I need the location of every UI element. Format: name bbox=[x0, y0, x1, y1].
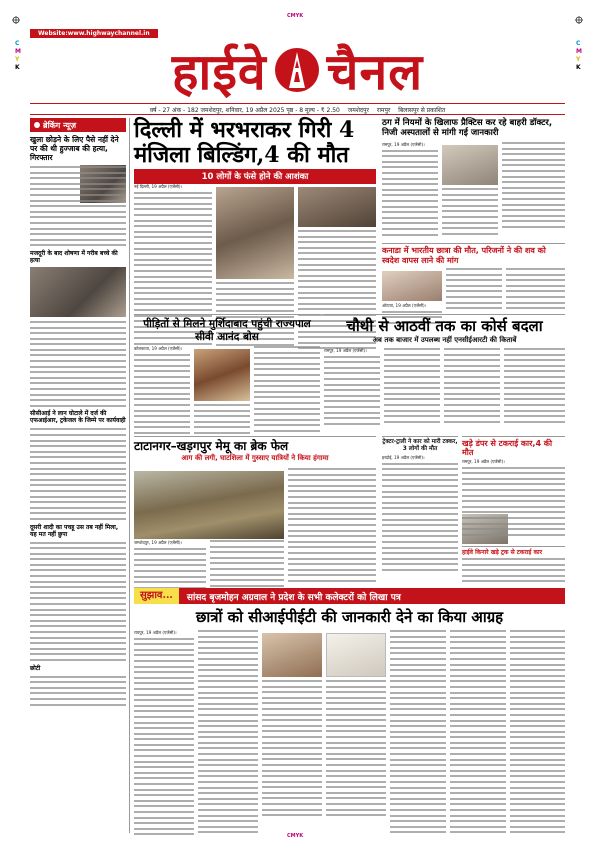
article-body bbox=[506, 268, 565, 309]
city-3: बिलासपुर से प्रकाशित bbox=[398, 107, 446, 114]
article-body bbox=[30, 166, 126, 246]
train-photo bbox=[134, 471, 284, 539]
issue-line bbox=[30, 103, 565, 115]
ad-banner bbox=[134, 588, 565, 604]
article-body bbox=[444, 348, 500, 423]
ncert-subhead: अब तक बाजार में उपलब्ध नहीं एनसीईआरटी की किताबें bbox=[372, 336, 517, 344]
memu-photo-col bbox=[134, 468, 284, 539]
murshidabad-story bbox=[134, 314, 320, 344]
article-body bbox=[502, 142, 565, 228]
lead-dateline: नई दिल्ली, 19 अप्रैल (एजेंसी)। bbox=[134, 184, 183, 189]
issue-details: वर्ष - 27 अंक - 182 जमशेदपुर, शनिवार, 19 अप्रैल 2025 पृष्ठ - 8 मूल्य - ₹ 2.50 bbox=[149, 107, 340, 114]
doctor-story bbox=[382, 118, 565, 138]
article-body bbox=[30, 542, 126, 661]
tractor-story bbox=[382, 436, 458, 574]
dumper-headline: खड़े डंपर से टकराई कार,4 की मौत bbox=[462, 439, 553, 457]
registration-mark-icon bbox=[12, 16, 20, 24]
murshidabad-body-col3 bbox=[254, 346, 320, 436]
article-body bbox=[462, 467, 565, 508]
registration-mark-icon bbox=[575, 16, 583, 24]
article-body bbox=[198, 630, 258, 833]
rescue-photo bbox=[298, 187, 376, 227]
title-left: हाईवे bbox=[171, 42, 267, 101]
building-collapse-photo bbox=[216, 187, 294, 279]
bottom-body-col5 bbox=[390, 630, 446, 837]
ncert-dateline: रामपुर, 19 अप्रैल (एजेंसी)। bbox=[324, 348, 367, 353]
side-letter-m: M bbox=[576, 48, 582, 55]
article-body bbox=[390, 630, 446, 833]
doctor-body-col3 bbox=[502, 142, 565, 232]
main-area bbox=[134, 118, 565, 833]
memu-body-col1 bbox=[134, 540, 206, 592]
bottom-body-col7 bbox=[510, 630, 565, 837]
article-body bbox=[134, 638, 194, 836]
article-body bbox=[446, 268, 502, 309]
bottom-story bbox=[134, 608, 565, 626]
ncert-body-col3 bbox=[444, 348, 500, 426]
article-body bbox=[134, 548, 206, 589]
doctor-headline: ठग में नियमों के खिलाफ प्रैक्टिस कर रहे बाहरी डॉक्टर, निजी अस्पतालों से मांगी गई जानकारी bbox=[382, 118, 553, 138]
side-letter-k: K bbox=[576, 64, 581, 71]
ncert-body-col1 bbox=[324, 348, 380, 428]
cmyk-mark-bottom: CMYK bbox=[287, 833, 304, 839]
city-1: जमशेदपुर bbox=[347, 107, 369, 114]
mp-photo bbox=[262, 633, 322, 677]
caption-story bbox=[462, 546, 565, 586]
bottom-letter-col bbox=[326, 630, 386, 820]
left-story-4-headline: दूसरी शादी का पचहू उस तब नहीं मिला, यह मत नहीं छुपा bbox=[30, 523, 119, 538]
side-letter-y: Y bbox=[576, 56, 581, 63]
dumper-dateline: रामपुर, 19 अप्रैल (एजेंसी)। bbox=[462, 459, 505, 464]
doctor-body-col2 bbox=[442, 142, 498, 238]
ncert-story bbox=[324, 314, 565, 345]
canada-headline: कनाडा में भारतीय छात्रा की मौत, परिजनों ने की शव को स्वदेश वापस लाने की मांग bbox=[382, 246, 546, 265]
breaking-news-label bbox=[30, 118, 126, 132]
article-body bbox=[194, 404, 250, 434]
bottom-body-col6 bbox=[450, 630, 506, 837]
article-body bbox=[30, 321, 126, 407]
memu-body-col3 bbox=[288, 468, 376, 585]
left-story-2-headline: मजदूरी के बाद शोषणा में गरीब बच्चे की हत्या bbox=[30, 249, 118, 264]
side-letter-y: Y bbox=[15, 56, 20, 63]
website-link[interactable]: Website:www.highwaychannel.in bbox=[30, 29, 158, 38]
breaking-news-text: ब्रेकिंग न्यूज़ bbox=[43, 120, 77, 130]
article-body bbox=[324, 356, 380, 425]
dumper-story bbox=[462, 436, 565, 544]
article-body bbox=[326, 680, 386, 816]
doctor-photo bbox=[442, 145, 498, 185]
tractor-dateline: हरदोई, 19 अप्रैल (एजेंसी)। bbox=[382, 455, 425, 460]
ad-tag: सुझाव... bbox=[134, 588, 179, 604]
ncert-body-col4 bbox=[504, 348, 565, 426]
bottom-photo-col bbox=[262, 630, 322, 820]
article-body bbox=[382, 150, 438, 236]
masthead bbox=[30, 40, 565, 100]
doctor-dateline: रामपुर, 19 अप्रैल (एजेंसी)। bbox=[382, 142, 425, 147]
article-body bbox=[462, 558, 565, 582]
murshidabad-photo-col bbox=[194, 346, 250, 438]
bullet-icon bbox=[34, 122, 40, 128]
title-right: चैनल bbox=[326, 42, 424, 101]
article-body bbox=[288, 468, 376, 582]
article-body bbox=[510, 630, 565, 833]
canada-body-col3 bbox=[506, 268, 565, 313]
article-body bbox=[450, 630, 506, 833]
governor-photo bbox=[194, 349, 250, 401]
memu-dateline: जमशेदपुर, 19 अप्रैल (एजेंसी)। bbox=[134, 540, 183, 545]
murshidabad-dateline: कोलकाता, 19 अप्रैल (एजेंसी)। bbox=[134, 346, 183, 351]
lead-story bbox=[134, 118, 376, 184]
article-body bbox=[30, 428, 126, 520]
article-body bbox=[210, 540, 284, 587]
city-2: रामपुर bbox=[376, 107, 391, 114]
article-body bbox=[262, 680, 322, 816]
lead-strap: 10 लोगों के फंसे होने की आशंका bbox=[134, 169, 376, 184]
memu-subhead: आग की लगी, घाटशिला में गुस्साए यात्रियों ने किया हंगामा bbox=[181, 454, 329, 462]
memu-story bbox=[134, 436, 376, 463]
side-letter-c: C bbox=[576, 40, 581, 47]
left-story-3-headline: सीसीआई ने लान घोटाले में दर्ज की एफआईआर, ट्रकेजल के जिम्मे पर कार्यवाही bbox=[30, 410, 126, 425]
article-body bbox=[382, 463, 458, 571]
left-story-1-headline: खुला छोड़ने के लिए पैसे नहीं देने पर की थी हुज्जाब की हत्या, गिरफ्तार bbox=[30, 135, 119, 162]
memu-headline: टाटानगर–खड़गपुर मेमू का ब्रेक फेल bbox=[134, 439, 289, 453]
left-story-5-headline: छोटी bbox=[30, 664, 41, 672]
bottom-headline: छात्रों को सीआईपीईटी की जानकारी देने का किया आग्रह bbox=[195, 608, 504, 626]
letter-image bbox=[326, 633, 386, 677]
tractor-headline: ट्रेक्टर-ट्राली ने कार को मारी टक्कर, 3 लोगों की मौत bbox=[382, 439, 458, 452]
article-body bbox=[504, 348, 565, 423]
side-letter-m: M bbox=[15, 48, 21, 55]
side-letter-k: K bbox=[15, 64, 20, 71]
caption-headline: हाईवे किनारे खड़े ट्रक से टकराई कार bbox=[462, 549, 543, 556]
murshidabad-headline: पीड़ितों से मिलने मुर्शिदाबाद पहुंची राज्यपाल सीवी आनंद बोस bbox=[143, 318, 311, 343]
ncert-body-col2 bbox=[384, 348, 440, 426]
canada-body-col2 bbox=[446, 268, 502, 313]
article-body bbox=[254, 346, 320, 432]
bottom-dateline: रायपुर, 19 अप्रैल (एजेंसी)। bbox=[134, 630, 177, 635]
canada-story bbox=[382, 243, 565, 266]
doctor-body-col1 bbox=[382, 142, 438, 239]
side-letter-c: C bbox=[15, 40, 20, 47]
murshidabad-body-col1 bbox=[134, 346, 190, 438]
lead-headline: दिल्ली में भरभराकर गिरी 4 मंजिला बिल्डिंग,4 की मौत bbox=[134, 117, 355, 168]
bottom-body-col1 bbox=[134, 630, 194, 839]
cmyk-mark-top: CMYK bbox=[287, 13, 304, 19]
left-column bbox=[30, 118, 130, 833]
memu-body-col2 bbox=[210, 540, 284, 590]
canada-dateline: ओटावा, 19 अप्रैल (एजेंसी)। bbox=[382, 303, 427, 308]
article-body bbox=[384, 348, 440, 423]
article-body bbox=[30, 676, 126, 706]
student-photo bbox=[382, 271, 442, 301]
story-photo bbox=[30, 267, 126, 317]
newspaper-title bbox=[172, 36, 423, 104]
ncert-headline: चौथी से आठवीं तक का कोर्स बदला bbox=[346, 317, 543, 335]
article-body bbox=[134, 354, 190, 434]
article-body bbox=[442, 188, 498, 235]
highway-logo-icon bbox=[273, 46, 321, 94]
bottom-body-col2 bbox=[198, 630, 258, 837]
ad-text: सांसद बृजमोहन अग्रवाल ने प्रदेश के सभी कलेक्टरों को लिखा पत्र bbox=[186, 592, 401, 603]
